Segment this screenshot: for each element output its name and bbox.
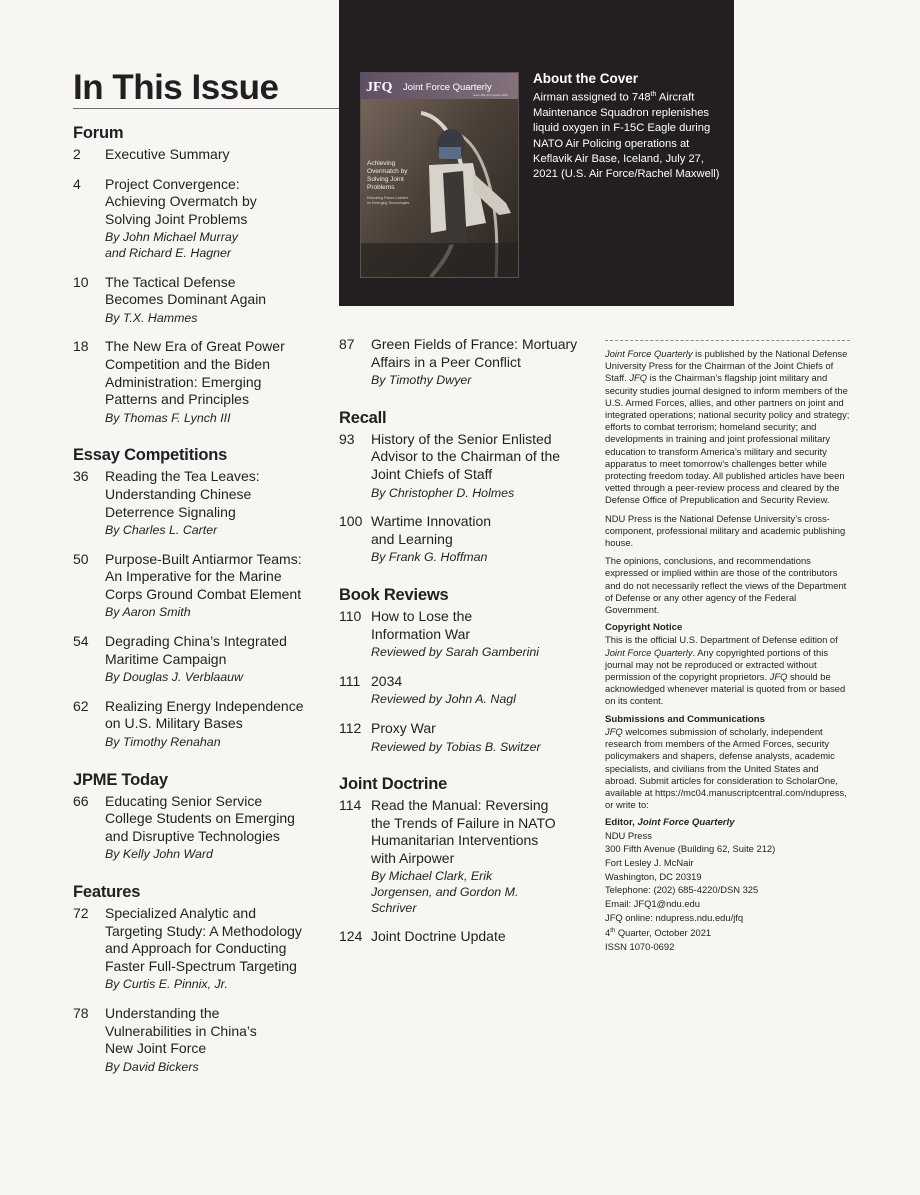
article-title: Specialized Analytic and Targeting Study: A Methodology and Approach for Conducting Faster Full-Spectrum Targeting	[105, 905, 302, 974]
section-heading: Essay Competitions	[73, 446, 228, 465]
article-title: History of the Senior Enlisted Advisor to the Chairman of the Joint Chiefs of Staff	[371, 430, 561, 482]
article-author: By David Bickers	[105, 1059, 199, 1074]
toc-entry[interactable]	[339, 928, 599, 946]
article-author: By Michael Clark, Erik Jorgensen, and Gordon M. Schriver	[371, 869, 519, 915]
toc-entry[interactable]	[339, 720, 599, 755]
section-features	[73, 883, 333, 1075]
article-title: Proxy War	[371, 719, 436, 736]
about-text: Airman assigned to 748th Aircraft Maintenance Squadron replenishes liquid oxygen in F-15C Eagle during NATO Air Policing operations at Keflavik Air Base, Iceland, July 27, 2021 (U.S. Air Force/Rachel Maxwell)	[533, 91, 720, 180]
toc-entry[interactable]	[73, 338, 333, 426]
toc-column-middle	[339, 336, 599, 958]
cover-photo-illustration	[361, 73, 518, 277]
toc-entry[interactable]	[73, 274, 333, 327]
article-author: By John Michael Murray and Richard E. Hagner	[105, 230, 238, 260]
article-author: By Kelly John Ward	[105, 847, 213, 862]
issue-quarter: 4th Quarter, October 2021	[605, 927, 712, 939]
article-title: Understanding the Vulnerabilities in China’s New Joint Force	[105, 1004, 257, 1057]
section-heading: Features	[73, 883, 141, 901]
page-number: 50	[73, 550, 89, 567]
info-paragraph-3: The opinions, conclusions, and recommendations expressed or implied within are those of the contributors and do not necessarily reflect the views of the Department of Defense or any other agency of the Federal Government.	[605, 555, 847, 616]
page-number: 114	[339, 797, 362, 814]
article-title: How to Lose the Information War	[371, 607, 473, 642]
article-author: By T.X. Hammes	[105, 310, 198, 325]
submissions-text: JFQ welcomes submission of scholarly, independent research from members of the Armed Forces, security policymakers and shapers, defense analysts, academic specialists, and civilians from the United States and abroad. Submit articles for consideration to ScholarOne, available at https://mc04.manuscriptcentral.com/ndupress, or write to:	[605, 725, 847, 811]
page-number: 78	[73, 1004, 89, 1021]
section-recall	[339, 409, 599, 566]
toc-entry[interactable]	[73, 551, 333, 621]
page-number: 54	[73, 633, 89, 650]
editor-address: NDU Press 300 Fifth Avenue (Building 62, Suite 212) Fort Lesley J. McNair Washington, DC 20319 Telephone: (202) 685-4220/DSN 325 Email: JFQ1@ndu.edu JFQ online: ndupress.ndu.edu/jfq 4th Quarter, October 2021 ISSN 1070-0692	[605, 830, 850, 954]
editor-website[interactable]: JFQ online: ndupress.ndu.edu/jfq	[605, 911, 744, 923]
article-title: Realizing Energy Independence on U.S. Military Bases	[105, 697, 304, 732]
about-the-cover	[533, 71, 723, 182]
page-title: In This Issue	[73, 68, 279, 107]
page-number: 124	[339, 928, 363, 945]
toc-entry[interactable]	[73, 176, 333, 262]
section-heading: Forum	[73, 124, 124, 142]
article-author: By Timothy Dwyer	[371, 373, 472, 388]
article-author: By Charles L. Carter	[105, 523, 218, 538]
page-number: 36	[73, 468, 89, 485]
article-title: Joint Doctrine Update	[371, 928, 506, 945]
page-number: 62	[73, 697, 89, 714]
page-number: 112	[339, 719, 362, 736]
toc-entry[interactable]	[339, 673, 599, 708]
cover-masthead-title: Joint Force Quarterly	[403, 82, 492, 93]
page-number: 87	[339, 336, 355, 352]
toc-entry[interactable]	[73, 905, 333, 993]
article-title: Educating Senior Service College Students on Emerging and Disruptive Technologies	[105, 792, 295, 844]
article-title: Project Convergence: Achieving Overmatch by Solving Joint Problems	[105, 175, 257, 227]
section-book-reviews	[339, 586, 599, 755]
cover-headline-2: Overmatch by	[367, 168, 408, 175]
page-number: 18	[73, 338, 89, 355]
info-paragraph-1: Joint Force Quarterly is published by the National Defense University Press for the Chairman of the Joint Chiefs of Staff. JFQ is the Chairman’s flagship joint military and security studies journal designed to inform members of the U.S. Armed Forces, allies, and other partners on joint and integrated operations; national security policy and strategy; efforts to combat terrorism; homeland security; and developments in training and joint professional military education to transform America’s military and security apparatus to meet tomorrow’s challenges better while protecting freedom today. All published articles have been vetted through a peer-review process and cleared by the Defense Office of Prepublication and Security Review.	[605, 348, 850, 506]
toc-column-left	[73, 124, 333, 1087]
toc-entry[interactable]	[339, 513, 599, 566]
article-title: Green Fields of France: Mortuary Affairs in a Peer Conflict	[371, 336, 578, 370]
article-title: 2034	[371, 672, 403, 689]
page-number: 110	[339, 607, 362, 624]
toc-entry[interactable]	[73, 698, 333, 751]
cover-headline-4: Problems	[367, 184, 395, 191]
section-jpme-today	[73, 771, 333, 863]
article-title: Wartime Innovation and Learning	[371, 513, 492, 547]
toc-entry[interactable]	[339, 608, 599, 661]
article-author: By Thomas F. Lynch III	[105, 410, 231, 425]
article-title: Degrading China’s Integrated Maritime Campaign	[105, 633, 287, 667]
article-author: By Aaron Smith	[105, 605, 191, 620]
section-essay-competitions	[73, 446, 333, 750]
section-heading: Recall	[339, 408, 387, 427]
article-author: Reviewed by Tobias B. Switzer	[371, 739, 541, 754]
page-number: 111	[339, 672, 361, 689]
page-number: 66	[73, 792, 89, 809]
article-author: Reviewed by Sarah Gamberini	[371, 645, 540, 660]
page-number: 93	[339, 430, 355, 447]
toc-entry[interactable]	[339, 797, 599, 916]
article-author: By Timothy Renahan	[105, 735, 221, 750]
copyright-heading: Copyright Notice	[605, 622, 683, 634]
article-title: Reading the Tea Leaves: Understanding Chinese Deterrence Signaling	[105, 468, 260, 520]
cover-small-2: on Emerging Technologies	[367, 201, 410, 205]
page-number: 4	[73, 175, 81, 192]
info-paragraph-2: NDU Press is the National Defense University’s cross-component, professional military and academic publishing house.	[605, 512, 846, 549]
toc-entry[interactable]	[339, 336, 599, 389]
title-divider	[73, 108, 340, 109]
toc-entry[interactable]	[73, 793, 333, 863]
toc-entry[interactable]	[73, 146, 333, 164]
article-title: Purpose-Built Antiarmor Teams: An Imperative for the Marine Corps Ground Combat Element	[105, 550, 302, 602]
section-features-continued	[339, 336, 599, 389]
article-title: Read the Manual: Reversing the Trends of Failure in NATO Humanitarian Interventions with Airpower	[371, 797, 556, 866]
issn: ISSN 1070-0692	[605, 941, 675, 953]
section-forum	[73, 124, 333, 426]
about-heading: About the Cover	[533, 71, 639, 86]
article-title: The New Era of Great Power Competition and the Biden Administration: Emerging Patterns and Principles	[105, 338, 285, 408]
toc-entry[interactable]	[73, 633, 333, 686]
section-joint-doctrine	[339, 775, 599, 946]
article-author: Reviewed by John A. Nagl	[371, 692, 516, 707]
page-number: 10	[73, 273, 89, 290]
toc-entry[interactable]	[73, 468, 333, 538]
article-author: By Christopher D. Holmes	[371, 485, 515, 500]
cover-logo: JFQ	[366, 80, 393, 95]
cover-headline-3: Solving Joint	[367, 176, 404, 183]
cover-image[interactable]	[360, 72, 519, 278]
toc-entry[interactable]	[339, 431, 599, 501]
cover-headline-1: Achieving	[367, 160, 396, 167]
article-title: Executive Summary	[105, 146, 230, 162]
article-author: By Douglas J. Verblaauw	[105, 670, 243, 685]
page-number: 2	[73, 146, 81, 162]
toc-entry[interactable]	[73, 1005, 333, 1075]
section-heading: Joint Doctrine	[339, 775, 448, 794]
cover-masthead-sub: Issue 103, 4th Quarter 2021	[473, 93, 508, 97]
article-author: By Curtis E. Pinnix, Jr.	[105, 977, 228, 992]
submissions-heading: Submissions and Communications	[605, 713, 765, 725]
editor-heading: Editor, Joint Force Quarterly	[605, 817, 735, 829]
cover-small-1: Educating Future Leaders	[367, 196, 409, 200]
editor-email[interactable]: Email: JFQ1@ndu.edu	[605, 898, 700, 910]
info-divider	[605, 340, 850, 341]
section-heading: Book Reviews	[339, 585, 449, 604]
section-heading: JPME Today	[73, 770, 168, 789]
copyright-text: This is the official U.S. Department of Defense edition of Joint Force Quarterly. Any copyrighted portions of this journal may not be reproduced or extracted without permission of the copyright proprietors. JFQ should be acknowledged whenever material is quoted from or based on its content.	[605, 634, 846, 707]
page-number: 100	[339, 513, 363, 530]
article-title: The Tactical Defense Becomes Dominant Again	[105, 273, 267, 308]
page-number: 72	[73, 905, 89, 921]
article-author: By Frank G. Hoffman	[371, 550, 488, 565]
